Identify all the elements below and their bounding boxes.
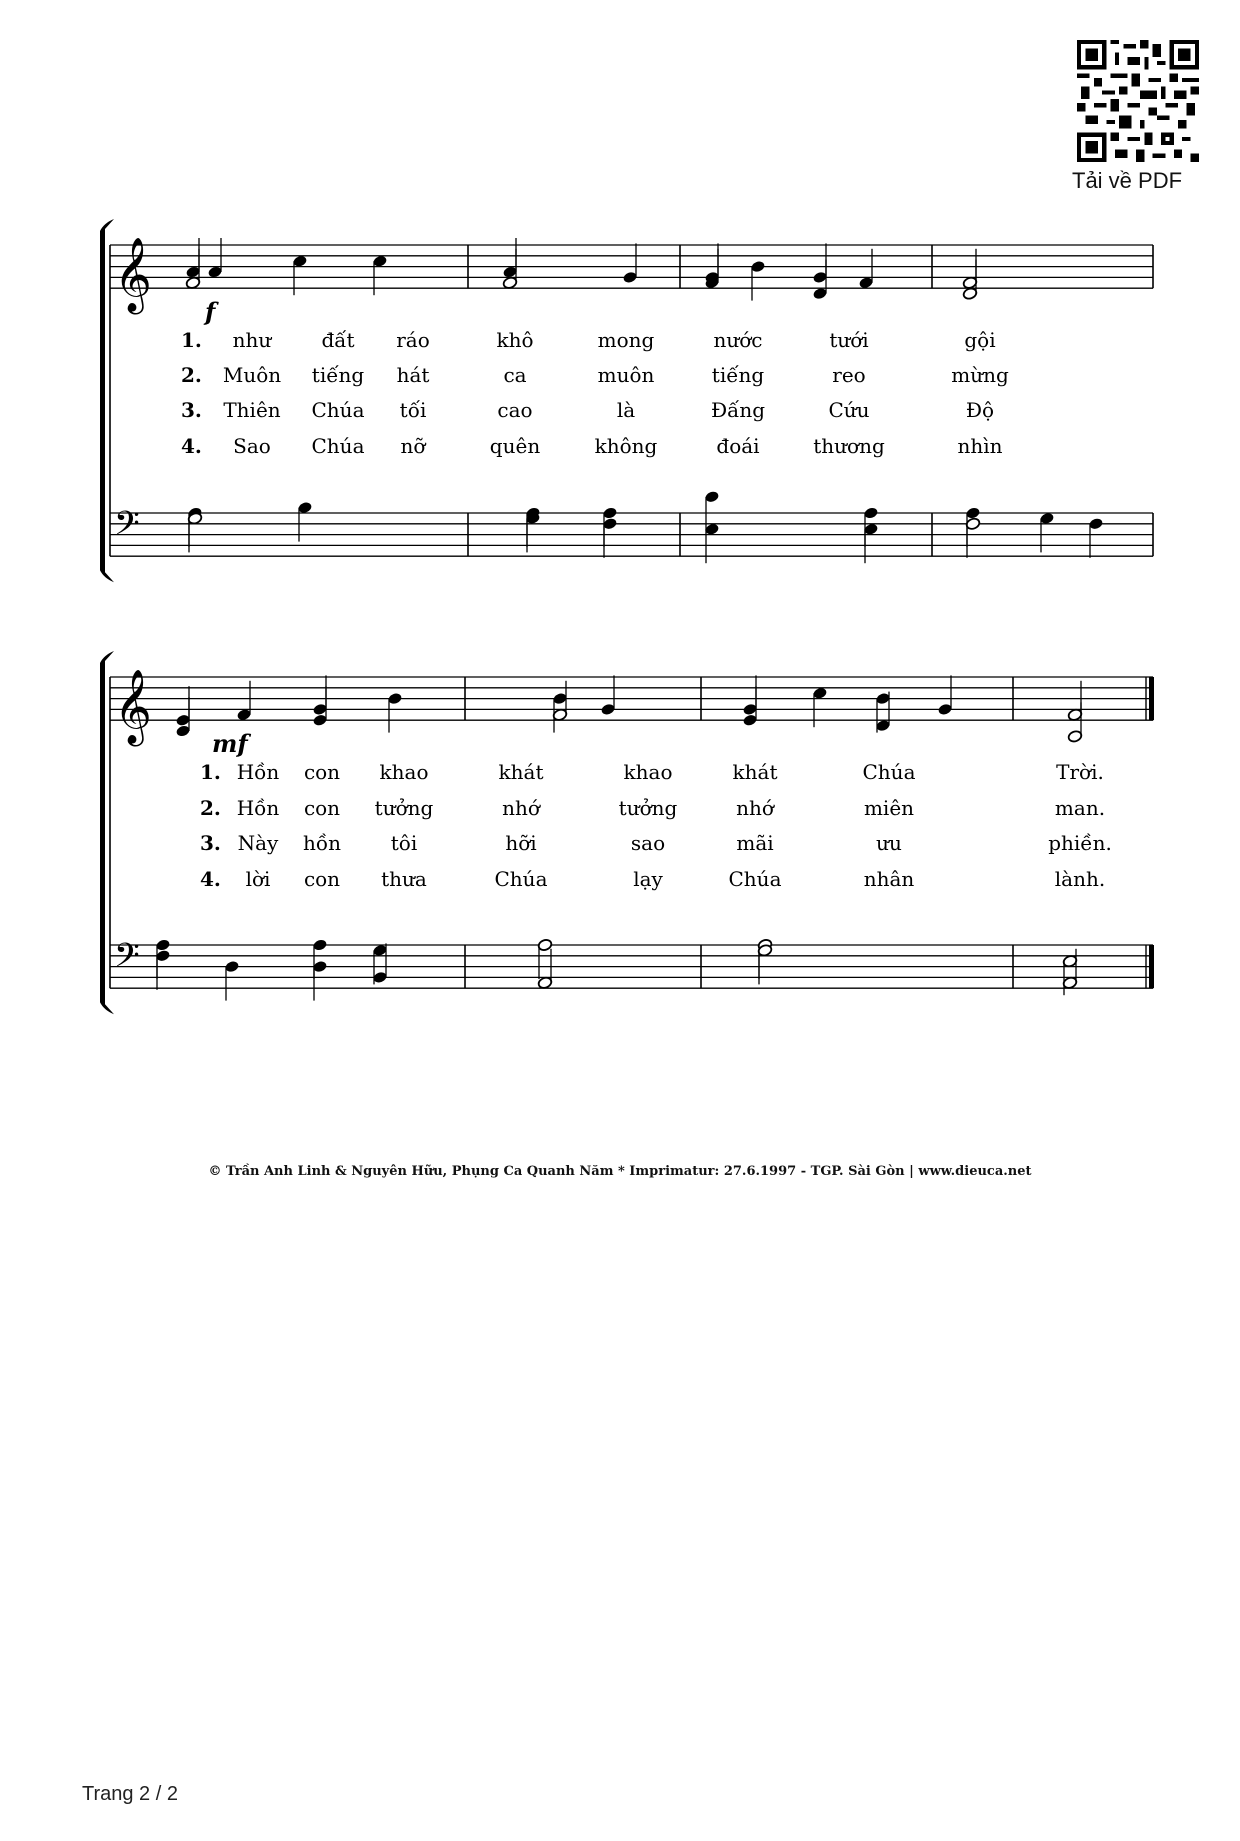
- lyric-syllable: Chúa: [862, 760, 916, 784]
- system-bracket: [100, 651, 114, 1014]
- lyric-syllable: Độ: [965, 398, 995, 422]
- lyric-syllable: nỡ: [400, 434, 426, 458]
- lyric-syllable: Sao: [233, 434, 271, 458]
- verse-number: 4.: [181, 434, 202, 458]
- lyric-syllable: nhìn: [957, 434, 1003, 458]
- lyric-syllable: khao: [379, 760, 429, 784]
- lyric-syllable: đất: [321, 328, 355, 352]
- lyric-syllable: tưởng: [374, 796, 434, 820]
- lyric-syllable: phiền.: [1048, 831, 1112, 855]
- lyric-syllable: nước: [713, 328, 763, 352]
- lyric-syllable: sao: [630, 831, 666, 855]
- lyric-syllable: nhân: [863, 867, 915, 891]
- lyric-syllable: khát: [732, 760, 778, 784]
- lyric-syllable: ráo: [396, 328, 430, 352]
- lyric-syllable: Chúa: [311, 434, 365, 458]
- lyric-syllable: miên: [863, 796, 915, 820]
- lyric-syllable: tiếng: [311, 363, 365, 387]
- bass-staff: [110, 937, 1153, 988]
- lyric-syllable: nhớ: [736, 796, 774, 820]
- dynamic-marking: f: [205, 297, 216, 326]
- page-indicator: Trang 2 / 2: [82, 1783, 178, 1805]
- dynamic-marking: mf: [212, 729, 248, 758]
- notes: [155, 675, 1082, 1000]
- lyric-syllable: đoái: [716, 434, 760, 458]
- lyric-syllable: lời: [245, 867, 271, 891]
- lyric-syllable: nhớ: [502, 796, 540, 820]
- bass-staff: [110, 505, 1153, 556]
- lyric-syllable: Cứu: [828, 398, 870, 422]
- lyric-syllable: Chúa: [494, 867, 548, 891]
- lyric-syllable: con: [303, 867, 341, 891]
- lyric-syllable: lạy: [633, 867, 663, 891]
- verse-number: 3.: [181, 398, 202, 422]
- treble-staff: [110, 670, 1153, 747]
- lyric-syllable: hồn: [303, 831, 341, 855]
- lyric-syllable: Muôn: [222, 363, 282, 387]
- lyric-syllable: Này: [237, 831, 279, 855]
- bass-clef-icon: 𝄢: [114, 505, 140, 552]
- verse-number: 2.: [200, 796, 221, 820]
- lyric-syllable: thưa: [381, 867, 427, 891]
- download-pdf-label[interactable]: Tải về PDF: [1072, 168, 1183, 193]
- lyric-syllable: khô: [496, 328, 534, 352]
- verse-number: 3.: [200, 831, 221, 855]
- verse-number: 4.: [200, 867, 221, 891]
- lyric-syllable: Hồn: [236, 760, 280, 784]
- lyric-syllable: thương: [813, 434, 885, 458]
- copyright-footer: © Trần Anh Linh & Nguyên Hữu, Phụng Ca Quanh Năm * Imprimatur: 27.6.1997 - TGP. Sài Gòn | www.dieuca.net: [208, 1164, 1032, 1179]
- lyric-syllable: tôi: [390, 831, 418, 855]
- treble-clef-icon: 𝄞: [114, 670, 152, 745]
- bass-clef-icon: 𝄢: [114, 937, 140, 984]
- verse-number: 2.: [181, 363, 202, 387]
- lyric-syllable: tiếng: [711, 363, 765, 387]
- lyric-syllable: mừng: [951, 363, 1009, 387]
- lyric-syllable: ca: [503, 363, 527, 387]
- system-bracket: [100, 219, 114, 582]
- verse-number: 1.: [200, 760, 221, 784]
- lyric-syllable: như: [232, 328, 272, 352]
- lyric-syllable: hỡi: [505, 831, 537, 855]
- treble-clef-icon: 𝄞: [114, 238, 152, 313]
- lyric-syllable: mong: [597, 328, 655, 352]
- lyric-syllable: Đấng: [710, 398, 766, 422]
- lyric-syllable: tối: [399, 398, 427, 422]
- lyric-syllable: Hồn: [236, 796, 280, 820]
- lyric-syllable: reo: [832, 363, 866, 387]
- lyric-syllable: man.: [1054, 796, 1106, 820]
- lyric-syllable: không: [594, 434, 658, 458]
- lyric-syllable: tưởng: [618, 796, 678, 820]
- lyric-syllable: muôn: [597, 363, 655, 387]
- lyric-syllable: tưới: [829, 328, 869, 352]
- lyric-syllable: khát: [498, 760, 544, 784]
- lyric-syllable: quên: [489, 434, 541, 458]
- lyric-syllable: Trời.: [1056, 760, 1104, 784]
- lyric-syllable: lành.: [1054, 867, 1106, 891]
- lyric-syllable: hát: [396, 363, 430, 387]
- lyric-syllable: Thiên: [223, 398, 281, 422]
- lyric-syllable: Chúa: [728, 867, 782, 891]
- lyric-syllable: cao: [497, 398, 533, 422]
- lyric-syllable: khao: [623, 760, 673, 784]
- lyric-syllable: con: [303, 796, 341, 820]
- lyric-syllable: là: [616, 398, 636, 422]
- lyric-syllable: Chúa: [311, 398, 365, 422]
- lyric-syllable: mãi: [736, 831, 774, 855]
- lyric-syllable: ưu: [876, 831, 902, 855]
- verse-number: 1.: [181, 328, 202, 352]
- lyric-syllable: gội: [964, 328, 996, 352]
- lyric-syllable: con: [303, 760, 341, 784]
